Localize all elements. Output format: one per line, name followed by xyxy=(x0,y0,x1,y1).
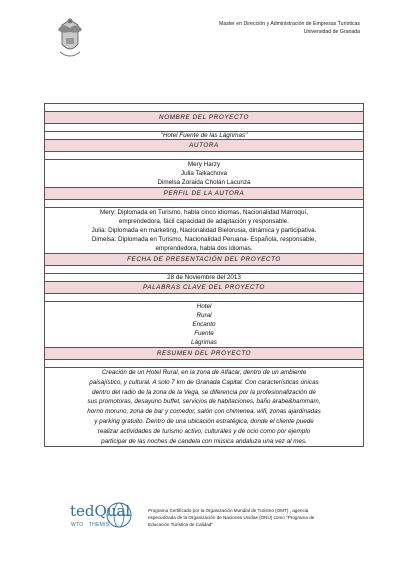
summary-line: dentro del radio de la zona de la Vega, se diferencia por la profesionalización de xyxy=(92,388,316,396)
note-line: Programa Certificado por la Organización Mundial de Turismo (OMT) , agencia xyxy=(148,508,309,513)
summary-value xyxy=(45,368,364,447)
project-form-table xyxy=(44,103,364,447)
logo-subtext: WTO · THEMIS xyxy=(71,522,110,528)
keywords-label: PALABRAS CLAVE DEL PROYECTO xyxy=(45,282,364,294)
keyword: Encanto xyxy=(192,321,216,328)
note-line: Educación Turística de Calidad" xyxy=(148,522,213,527)
project-name-label: NOMBRE DEL PROYECTO xyxy=(45,112,364,124)
author-name: Mery Harzy xyxy=(187,161,221,168)
keywords-value xyxy=(45,302,364,348)
summary-line: participar de las noches de candela con música andaluza una vez al mes. xyxy=(101,437,307,445)
institution-header xyxy=(219,20,360,36)
tedqual-logo xyxy=(70,500,134,534)
profile-line: Dimelsa: Diplomada en Turismo, Nacionalidad Peruana- Española, responsable, xyxy=(91,236,317,243)
profile-line: emprendedora, fácil capacidad de adaptación y responsable. xyxy=(118,218,290,225)
profile-line: emprendedora, habla dos idiomas. xyxy=(155,245,253,252)
authors-value xyxy=(45,160,364,188)
keyword: Fuente xyxy=(194,330,214,337)
keyword: Rural xyxy=(196,312,212,319)
summary-line: realizar actividades de turismo activo, culturales y de ocio como por ejemplo xyxy=(97,427,311,435)
summary-line: horno moruno, zona de bar y comedor, salón con chimenea, wifi, zonas ajardinadas xyxy=(87,408,321,416)
profile-label: PERFIL DE LA AUTORA xyxy=(45,188,364,200)
summary-line: sus promotoras, desayuno buffet, servicios de habitaciones, baño árabe&hammam, xyxy=(87,398,321,406)
profile-value xyxy=(45,208,364,254)
authors-label: AUTORA xyxy=(45,140,364,152)
logo-text: tedQual xyxy=(70,502,131,520)
summary-line: paisajístico, y cultural. A solo 7 km de Granada Capital. Con características únicas xyxy=(89,378,319,386)
university-crest-icon xyxy=(52,16,88,62)
date-value: 28 de Noviembre del 2013 xyxy=(45,274,364,282)
summary-line: Creación de un Hotel Rural, en la zona de Alfacar, dentro de un ambiente xyxy=(101,369,307,376)
project-name-value: "Hotel Fuente de las Lágrimas" xyxy=(45,132,364,140)
university-name: Universidad de Granada xyxy=(303,29,360,35)
keyword: Hotel xyxy=(196,303,212,310)
author-name: Dimelsa Zoraida Cholán Lacunza xyxy=(157,179,251,186)
author-name: Julia Talkachova xyxy=(180,170,228,177)
date-label: FECHA DE PRESENTACIÓN DEL PROYECTO xyxy=(45,254,364,266)
program-name: Master en Dirección y Administración de Empresas Turísticas xyxy=(219,21,360,27)
profile-line: Julia: Diplomada en marketing, Nacionalidad Bielorusia, dinámica y participativa. xyxy=(91,227,317,234)
summary-line: y parking gratuito. Dentro de una ubicación estratégica, donde el cliente puede xyxy=(94,417,314,425)
certification-note xyxy=(148,507,348,528)
profile-line: Mery: Diplomada en Turismo, habla cinco idiomas, Nacionalidad Marroquí, xyxy=(100,209,308,216)
note-line: especializada de la Organización de Naciones Unidas (ONU) como "Programa de xyxy=(148,515,315,520)
summary-label: RESUMEN DEL PROYECTO xyxy=(45,348,364,360)
keyword: Lágrimas xyxy=(191,339,217,346)
